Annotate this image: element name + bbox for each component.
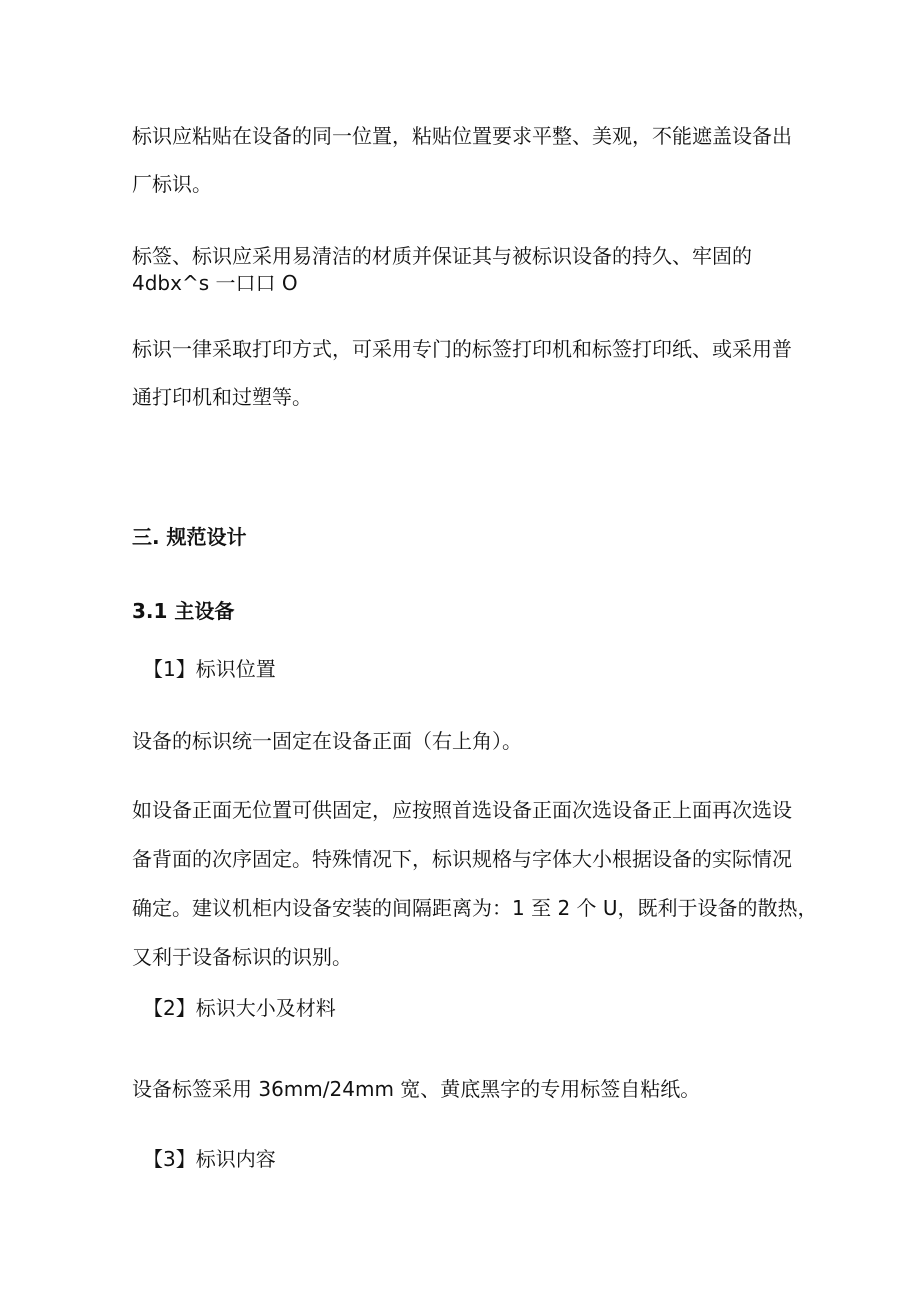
body-line: 备背面的次序固定。特殊情况下，标识规格与字体大小根据设备的实际情况 — [132, 847, 792, 871]
section-heading: 三. 规范设计 — [132, 525, 247, 549]
item-heading: 【3】标识内容 — [143, 1147, 276, 1171]
subsection-heading: 3.1 主设备 — [132, 599, 235, 623]
paragraph-line: 标签、标识应采用易清洁的材质并保证其与被标识设备的持久、牢固的 — [132, 244, 752, 268]
body-sentence: 设备的标识统一固定在设备正面（右上角）。 — [132, 729, 522, 753]
item-heading: 【1】标识位置 — [143, 657, 276, 681]
paragraph-line: 厂标识。 — [132, 172, 212, 196]
body-line: 确定。建议机柜内设备安装的间隔距离为：1 至 2 个 U，既利于设备的散热， — [132, 896, 818, 920]
paragraph-line: 标识应粘贴在设备的同一位置，粘贴位置要求平整、美观，不能遮盖设备出 — [132, 124, 792, 148]
paragraph-line: 通打印机和过塑等。 — [132, 385, 312, 409]
body-sentence: 设备标签采用 36mm∕24mm 宽、黄底黑字的专用标签自粘纸。 — [132, 1077, 701, 1101]
paragraph-line: 标识一律采取打印方式，可采用专门的标签打印机和标签打印纸、或采用普 — [132, 337, 792, 361]
item-heading: 【2】标识大小及材料 — [143, 996, 336, 1020]
body-line: 如设备正面无位置可供固定，应按照首选设备正面次选设备正上面再次选设 — [132, 798, 792, 822]
body-line: 又利于设备标识的识别。 — [132, 945, 352, 969]
paragraph-line: 4dbx^s 一口口 O — [132, 271, 298, 295]
